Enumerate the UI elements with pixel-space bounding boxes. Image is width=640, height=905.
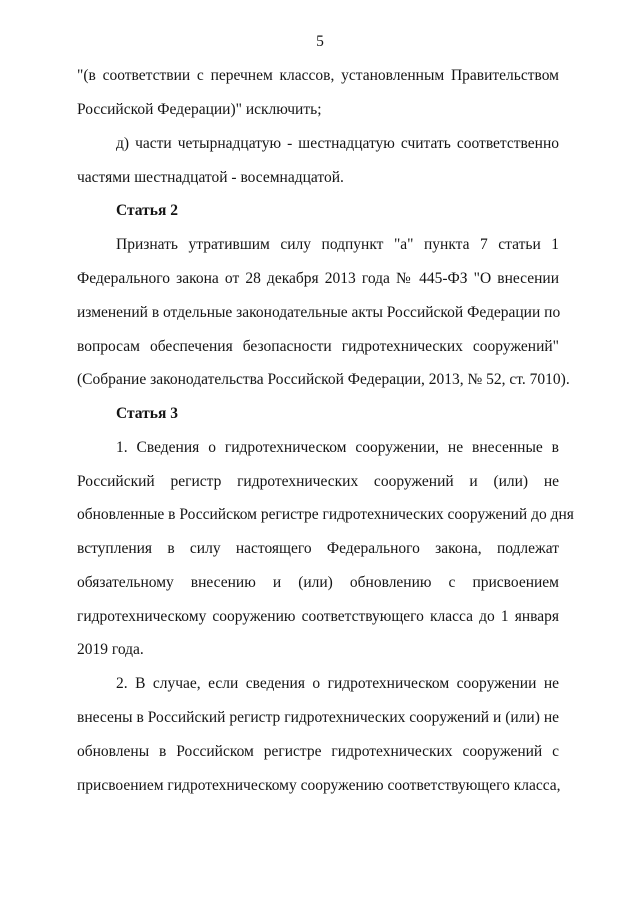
text-line: присвоением гидротехническому сооружению соответствующего класса, (77, 777, 561, 794)
text-line: Признать утратившим силу подпункт "а" пункта 7 статьи 1 (116, 236, 559, 253)
text-line: внесены в Российский регистр гидротехнических сооружений и (или) не (77, 709, 559, 726)
article-heading: Статья 2 (116, 202, 178, 219)
text-line: частями шестнадцатой - восемнадцатой. (77, 169, 344, 186)
text-line: 1. Сведения о гидротехническом сооружении, не внесенные в (116, 439, 559, 456)
text-line: (Собрание законодательства Российской Федерации, 2013, № 52, ст. 7010). (77, 371, 570, 388)
page-number: 5 (316, 33, 324, 50)
text-line: д) части четырнадцатую - шестнадцатую считать соответственно (116, 135, 559, 152)
text-line: "(в соответствии с перечнем классов, установленным Правительством (77, 67, 559, 84)
article-heading: Статья 3 (116, 405, 178, 422)
text-line: обновлены в Российском регистре гидротехнических сооружений с (77, 743, 559, 760)
text-line: вопросам обеспечения безопасности гидротехнических сооружений" (77, 338, 559, 355)
text-line: Российской Федерации)" исключить; (77, 101, 322, 118)
text-line: обновленные в Российском регистре гидротехнических сооружений до дня (77, 506, 574, 523)
text-line: обязательному внесению и (или) обновлению с присвоением (77, 574, 559, 591)
text-line: 2. В случае, если сведения о гидротехническом сооружении не (116, 675, 559, 692)
text-line: изменений в отдельные законодательные акты Российской Федерации по (77, 304, 561, 321)
text-line: гидротехническому сооружению соответствующего класса до 1 января (77, 608, 559, 625)
text-line: вступления в силу настоящего Федерального закона, подлежат (77, 540, 559, 557)
text-line: Российский регистр гидротехнических сооружений и (или) не (77, 473, 559, 490)
text-line: Федерального закона от 28 декабря 2013 года № 445-ФЗ "О внесении (77, 270, 559, 287)
text-line: 2019 года. (77, 641, 144, 658)
